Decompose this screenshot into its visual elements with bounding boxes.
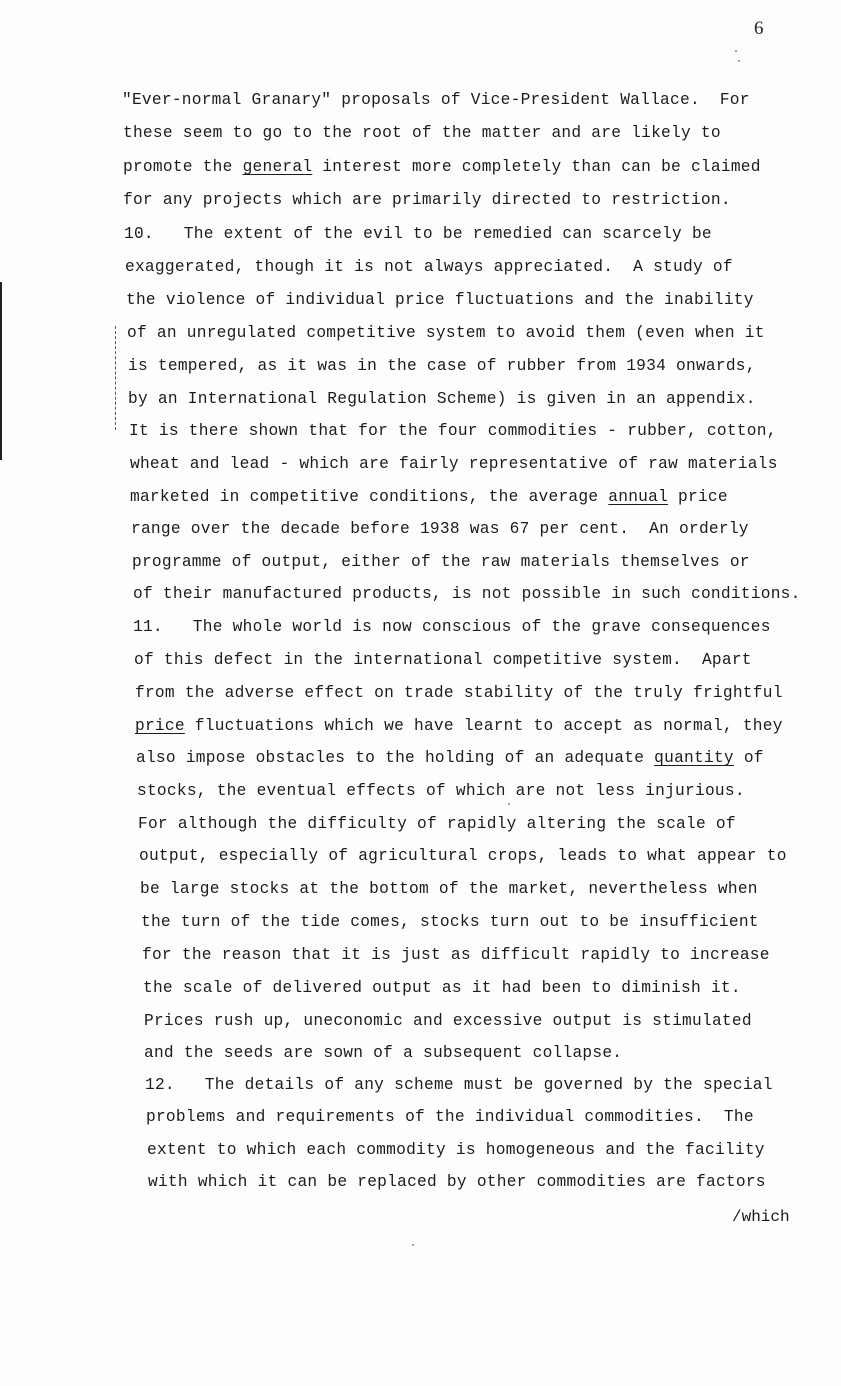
text-line: these seem to go to the root of the matter and are likely to (123, 124, 721, 142)
text-line: output, especially of agricultural crops, leads to what appear to (139, 847, 787, 865)
text-line: the turn of the tide comes, stocks turn out to be insufficient (141, 913, 759, 931)
text-line: of their manufactured products, is not possible in such conditions. (133, 585, 801, 603)
text-line: 11. The whole world is now conscious of the grave consequences (133, 618, 771, 636)
text-line: wheat and lead - which are fairly representative of raw materials (130, 455, 778, 473)
text-line: "Ever-normal Granary" proposals of Vice-President Wallace. For (122, 91, 750, 109)
underlined-word: price (135, 717, 185, 735)
margin-sideline (115, 326, 117, 430)
text-line: Prices rush up, uneconomic and excessive output is stimulated (144, 1012, 752, 1030)
text-line: and the seeds are sown of a subsequent collapse. (144, 1044, 623, 1062)
underlined-word: general (242, 158, 313, 176)
scan-speck (735, 50, 737, 52)
text-line: stocks, the eventual effects of which are not less injurious. (137, 782, 745, 800)
text-line: range over the decade before 1938 was 67 per cent. An orderly (131, 520, 749, 538)
text-line: It is there shown that for the four commodities - rubber, cotton, (129, 422, 777, 440)
text-line: problems and requirements of the individual commodities. The (146, 1108, 754, 1126)
text-line: exaggerated, though it is not always appreciated. A study of (125, 258, 733, 276)
underlined-word: quantity (654, 749, 734, 767)
text-line: 12. The details of any scheme must be governed by the special (145, 1076, 773, 1094)
text-line: by an International Regulation Scheme) is given in an appendix. (128, 390, 756, 408)
text-line: also impose obstacles to the holding of an adequate quantity of (136, 749, 764, 767)
text-line: the violence of individual price fluctuations and the inability (126, 291, 754, 309)
text-line: marketed in competitive conditions, the average annual price (130, 488, 728, 506)
text-line: promote the general interest more completely than can be claimed (123, 158, 761, 176)
text-line: for any projects which are primarily directed to restriction. (123, 191, 731, 209)
text-line: 10. The extent of the evil to be remedied can scarcely be (124, 225, 712, 243)
text-line: of an unregulated competitive system to avoid them (even when it (127, 324, 765, 342)
text-line: from the adverse effect on trade stability of the truly frightful (135, 684, 783, 702)
scan-edge-mark (0, 282, 2, 460)
text-line: for the reason that it is just as difficult rapidly to increase (142, 946, 770, 964)
scan-speck (412, 1244, 414, 1246)
text-line: of this defect in the international competitive system. Apart (134, 651, 752, 669)
text-line: the scale of delivered output as it had been to diminish it. (143, 979, 741, 997)
text-line: For although the difficulty of rapidly altering the scale of (138, 815, 736, 833)
catchword: /which (732, 1208, 790, 1226)
scan-speck (508, 803, 510, 805)
underlined-word: annual (608, 488, 669, 506)
text-line: extent to which each commodity is homogeneous and the facility (147, 1141, 765, 1159)
text-line: be large stocks at the bottom of the market, nevertheless when (140, 880, 758, 898)
scan-speck (738, 60, 740, 62)
text-line: is tempered, as it was in the case of rubber from 1934 onwards, (128, 357, 756, 375)
text-line: price fluctuations which we have learnt to accept as normal, they (135, 717, 783, 735)
text-line: with which it can be replaced by other commodities are factors (148, 1173, 766, 1191)
text-line: programme of output, either of the raw materials themselves or (132, 553, 750, 571)
page-number: 6 (754, 18, 764, 39)
